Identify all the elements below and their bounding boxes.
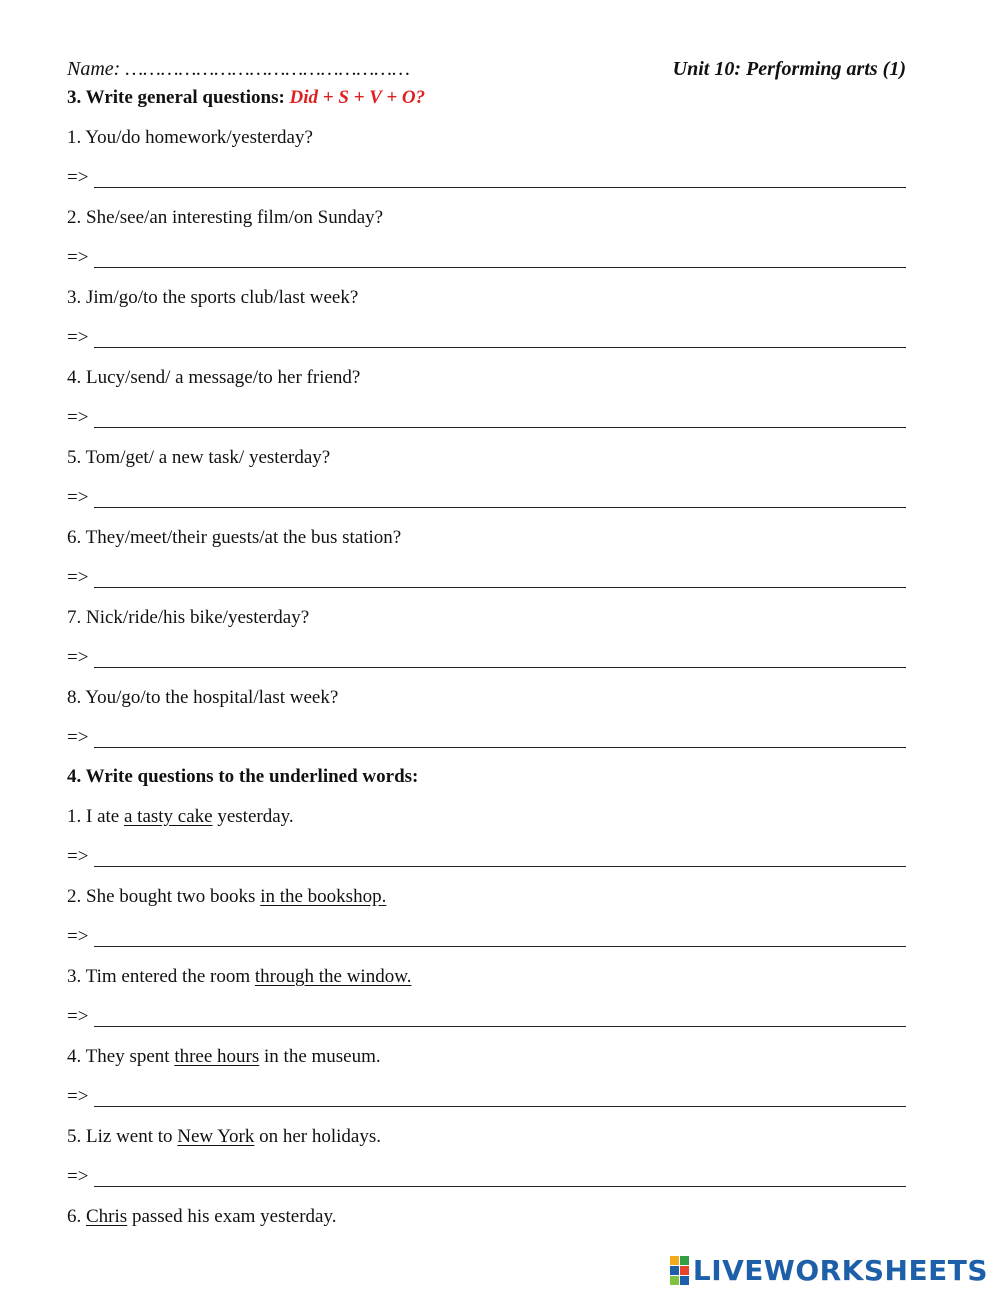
answer-line[interactable] bbox=[94, 1186, 906, 1187]
name-label: Name: ………………………………………… bbox=[67, 58, 410, 80]
answer-3-2[interactable] bbox=[67, 247, 906, 271]
answer-line[interactable] bbox=[94, 1026, 906, 1027]
answer-3-5[interactable] bbox=[67, 487, 906, 511]
answer-line[interactable] bbox=[94, 347, 906, 348]
section-3-title-text: 3. Write general questions: bbox=[67, 87, 290, 108]
question-4-6 bbox=[67, 1206, 336, 1228]
question-3-1: 1. You/do homework/yesterday? bbox=[67, 127, 313, 148]
answer-line[interactable] bbox=[94, 507, 906, 508]
answer-prefix: => bbox=[67, 647, 89, 668]
question-text: 5. Liz went to bbox=[67, 1126, 178, 1147]
question-text: 6. bbox=[67, 1206, 86, 1227]
logo-mark-icon bbox=[670, 1256, 689, 1285]
section-3-title bbox=[67, 87, 425, 109]
answer-4-4[interactable] bbox=[67, 1086, 906, 1110]
question-text: yesterday. bbox=[212, 806, 294, 827]
question-text: passed his exam yesterday. bbox=[127, 1206, 337, 1227]
question-text: 3. Tim entered the room bbox=[67, 966, 255, 987]
answer-prefix: => bbox=[67, 1086, 89, 1107]
question-text: 4. They spent bbox=[67, 1046, 175, 1067]
logo-square bbox=[680, 1276, 689, 1285]
answer-prefix: => bbox=[67, 846, 89, 867]
answer-3-6[interactable] bbox=[67, 567, 906, 591]
section-4-title: 4. Write questions to the underlined words: bbox=[67, 766, 419, 787]
answer-4-2[interactable] bbox=[67, 926, 906, 950]
answer-line[interactable] bbox=[94, 747, 906, 748]
logo-square bbox=[670, 1256, 679, 1265]
unit-title: Unit 10: Performing arts (1) bbox=[672, 58, 906, 80]
answer-prefix: => bbox=[67, 167, 89, 188]
answer-prefix: => bbox=[67, 407, 89, 428]
underlined-words: Chris bbox=[86, 1206, 128, 1227]
answer-3-7[interactable] bbox=[67, 647, 906, 671]
question-4-4 bbox=[67, 1046, 381, 1068]
answer-4-1[interactable] bbox=[67, 846, 906, 870]
answer-prefix: => bbox=[67, 247, 89, 268]
question-4-5 bbox=[67, 1126, 381, 1148]
logo-square bbox=[680, 1266, 689, 1275]
answer-prefix: => bbox=[67, 1166, 89, 1187]
answer-3-4[interactable] bbox=[67, 407, 906, 431]
question-3-4: 4. Lucy/send/ a message/to her friend? bbox=[67, 367, 361, 388]
answer-line[interactable] bbox=[94, 946, 906, 947]
answer-3-1[interactable] bbox=[67, 167, 906, 191]
underlined-words: New York bbox=[177, 1126, 255, 1147]
answer-prefix: => bbox=[67, 487, 89, 508]
logo-square bbox=[680, 1256, 689, 1265]
answer-line[interactable] bbox=[94, 587, 906, 588]
question-4-3 bbox=[67, 966, 411, 988]
question-3-5: 5. Tom/get/ a new task/ yesterday? bbox=[67, 447, 331, 468]
question-4-1 bbox=[67, 806, 294, 828]
answer-prefix: => bbox=[67, 926, 89, 947]
question-text: 2. She bought two books bbox=[67, 886, 261, 907]
logo-square bbox=[670, 1276, 679, 1285]
liveworksheets-logo[interactable] bbox=[670, 1254, 988, 1286]
answer-line[interactable] bbox=[94, 667, 906, 668]
answer-line[interactable] bbox=[94, 866, 906, 867]
answer-prefix: => bbox=[67, 327, 89, 348]
answer-line[interactable] bbox=[94, 267, 906, 268]
answer-4-3[interactable] bbox=[67, 1006, 906, 1030]
question-3-8: 8. You/go/to the hospital/last week? bbox=[67, 687, 339, 708]
underlined-words: a tasty cake bbox=[123, 806, 213, 827]
question-3-2: 2. She/see/an interesting film/on Sunday? bbox=[67, 207, 384, 228]
answer-3-8[interactable] bbox=[67, 727, 906, 751]
question-3-7: 7. Nick/ride/his bike/yesterday? bbox=[67, 607, 310, 628]
underlined-words: in the bookshop. bbox=[260, 886, 387, 907]
question-3-6: 6. They/meet/their guests/at the bus station? bbox=[67, 527, 402, 548]
answer-4-5[interactable] bbox=[67, 1166, 906, 1190]
answer-prefix: => bbox=[67, 567, 89, 588]
section-3-formula: Did + S + V + O? bbox=[289, 87, 426, 108]
question-4-2 bbox=[67, 886, 386, 908]
answer-line[interactable] bbox=[94, 427, 906, 428]
answer-line[interactable] bbox=[94, 187, 906, 188]
logo-text: LIVEWORKSHEETS bbox=[692, 1253, 988, 1287]
answer-3-3[interactable] bbox=[67, 327, 906, 351]
question-text: on her holidays. bbox=[254, 1126, 382, 1147]
question-text: in the museum. bbox=[259, 1046, 381, 1067]
underlined-words: through the window. bbox=[254, 966, 412, 987]
question-text: 1. I ate bbox=[67, 806, 124, 827]
worksheet-header bbox=[67, 58, 906, 88]
answer-prefix: => bbox=[67, 1006, 89, 1027]
question-3-3: 3. Jim/go/to the sports club/last week? bbox=[67, 287, 359, 308]
answer-prefix: => bbox=[67, 727, 89, 748]
underlined-words: three hours bbox=[174, 1046, 260, 1067]
logo-square bbox=[670, 1266, 679, 1275]
answer-line[interactable] bbox=[94, 1106, 906, 1107]
